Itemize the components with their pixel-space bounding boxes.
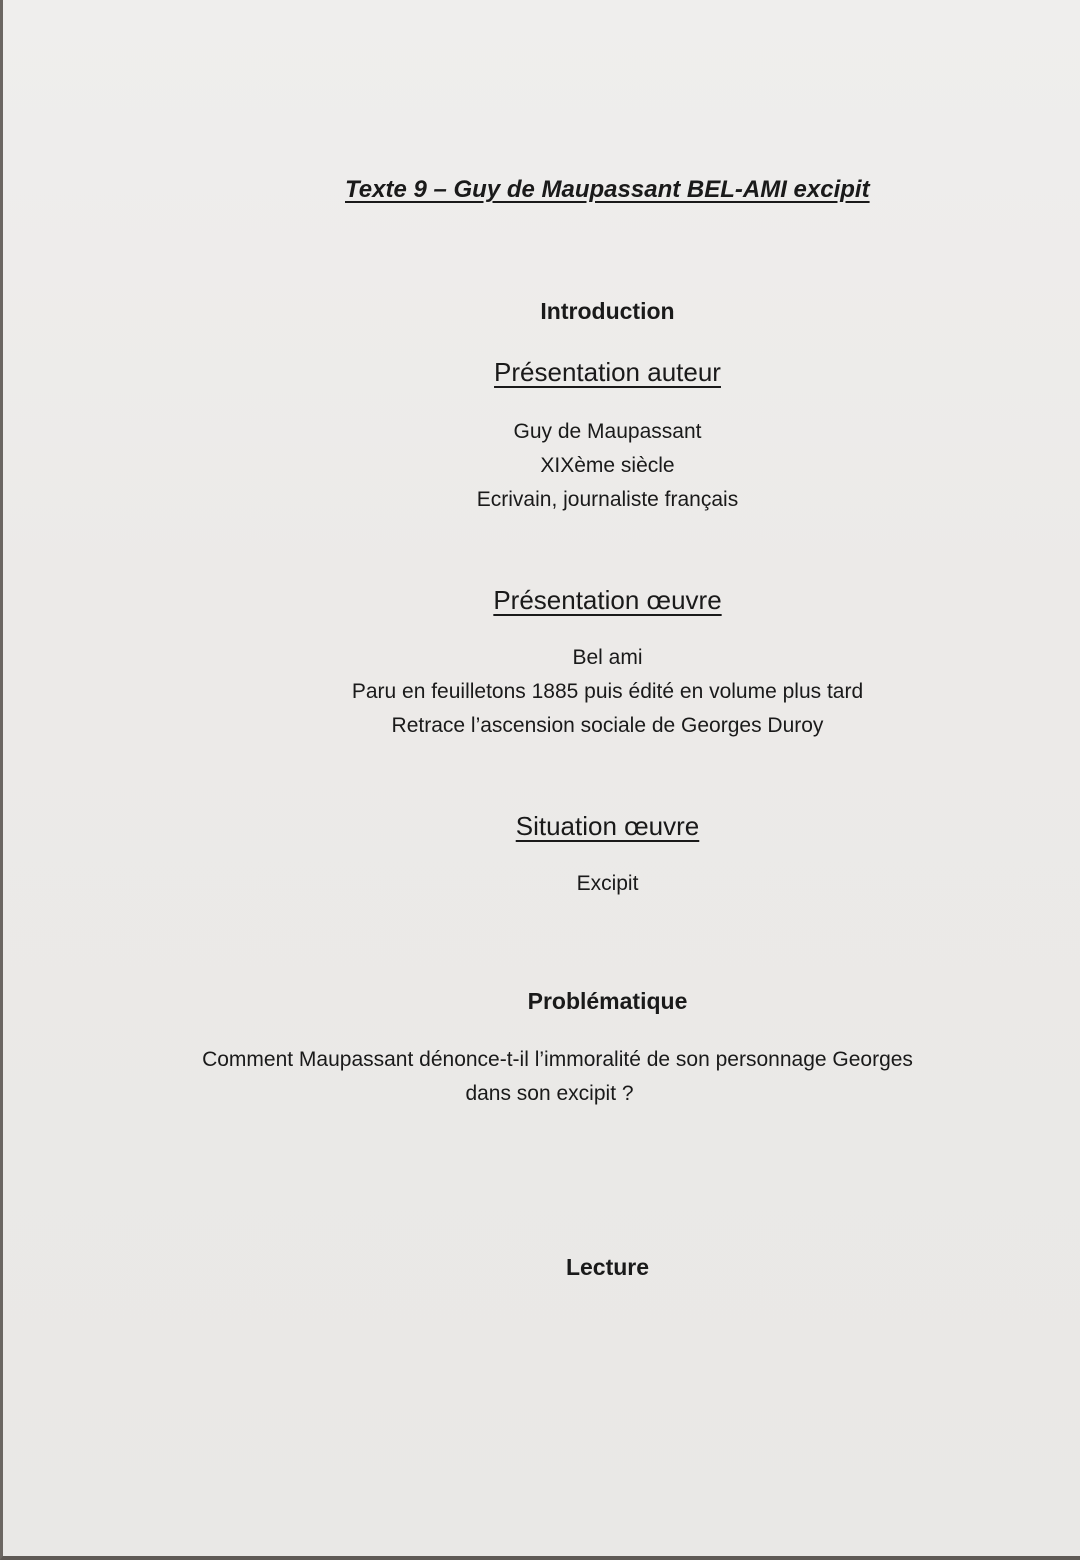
- lecture-heading: Lecture: [565, 1254, 650, 1280]
- oeuvre-line: Bel ami: [572, 646, 643, 669]
- oeuvre-line: Retrace l’ascension sociale de Georges Duroy: [391, 714, 824, 737]
- problematique-line: dans son excipit ?: [465, 1082, 634, 1105]
- document-title: Texte 9 – Guy de Maupassant BEL-AMI excipit: [345, 176, 870, 203]
- auteur-line: Ecrivain, journaliste français: [476, 488, 739, 511]
- oeuvre-line: Paru en feuilletons 1885 puis édité en volume plus tard: [351, 680, 864, 703]
- situation-oeuvre-heading: Situation œuvre: [515, 811, 700, 841]
- introduction-heading: Introduction: [540, 298, 675, 324]
- presentation-oeuvre-heading: Présentation œuvre: [493, 585, 722, 615]
- situation-line: Excipit: [576, 872, 639, 895]
- presentation-auteur-heading: Présentation auteur: [494, 357, 721, 387]
- problematique-heading: Problématique: [527, 988, 688, 1014]
- auteur-line: XIXème siècle: [540, 454, 675, 477]
- problematique-line: Comment Maupassant dénonce-t-il l’immoralité de son personnage Georges: [202, 1048, 913, 1071]
- auteur-line: Guy de Maupassant: [513, 420, 702, 443]
